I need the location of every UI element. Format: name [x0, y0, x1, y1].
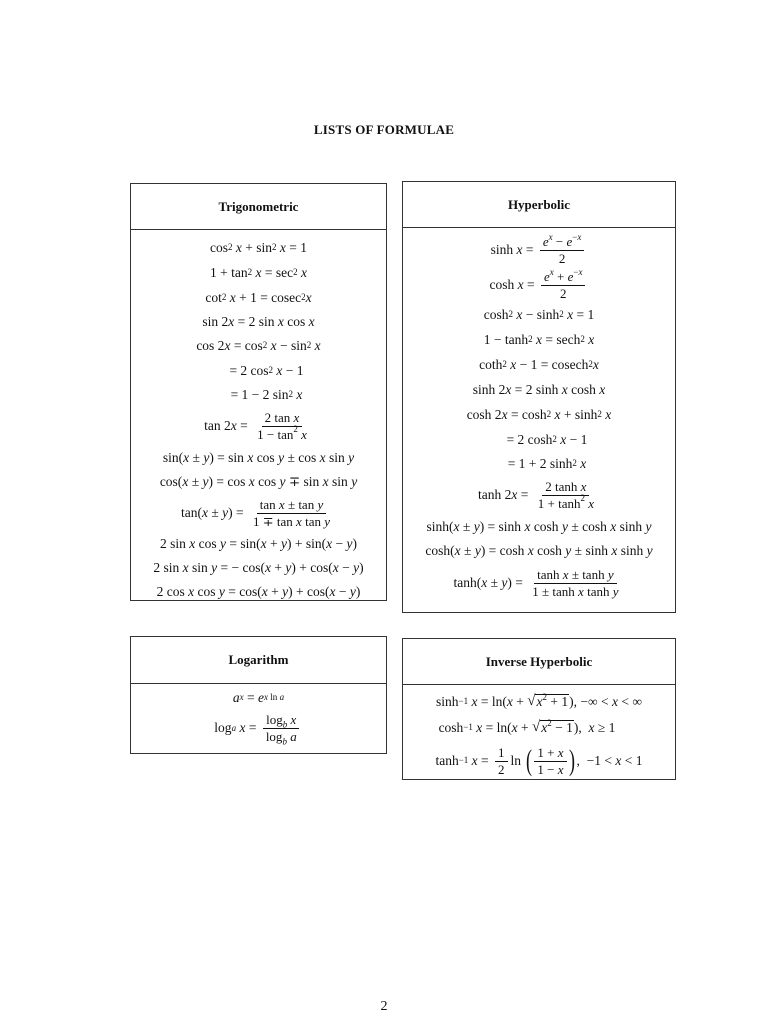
formula: tanh( x ± y ) = $\frac{\text{tanh x ± tanh y}}{\text{1 ± tanh x tanh y}}$	[453, 566, 619, 599]
logarithm-heading: Logarithm	[131, 637, 386, 684]
formula: 2 sin x cos y = sin( x + y ) + sin( x − y )	[160, 536, 357, 552]
formula: sinh( x ± y ) = sinh x cosh y ± cosh x sinh y	[426, 518, 652, 534]
formula: = 1 − 2 sin $^2$ x	[230, 387, 303, 403]
formula: cosh $^2$ x − sinh $^2$ x = 1	[483, 306, 595, 322]
hyperbolic-box	[402, 181, 676, 613]
formula: cosh 2 x = cosh $^2$ x + sinh $^2$ x	[466, 406, 612, 422]
formula: sinh x = $\frac{e^x - e^{-x}}{2}$	[491, 232, 588, 268]
page-number: 2	[380, 999, 388, 1014]
formula: cosh x = $\frac{e^x + e^{-x}}{2}$	[490, 268, 589, 302]
formula: cot $^2$ x + 1 = cosec $^2$ x	[205, 289, 312, 305]
hyperbolic-heading: Hyperbolic	[403, 182, 675, 228]
formula: = 1 + 2 sinh $^2$ x	[507, 456, 587, 472]
logarithm-box	[130, 636, 387, 754]
trigonometric-heading: Trigonometric	[131, 184, 386, 230]
formula: 1 + tan $^2$ x = sec $^2$ x	[210, 264, 307, 280]
formula: sin 2 x = 2 sin x cos x	[202, 314, 315, 330]
trigonometric-box	[130, 183, 387, 601]
formula: 2 sin x sin y = − cos( x + y ) + cos( x − y )	[153, 560, 364, 576]
formula: cos $^2$ x + sin $^2$ x = 1	[210, 239, 307, 255]
formula: log a x = $\frac{\log_b x}{\log_b a}$	[214, 709, 302, 747]
formula: cos 2 x = cos $^2$ x − sin $^2$ x	[196, 338, 321, 354]
formula: sinh $^{-1}$ x = ln( x + √ $x^2 + 1$ ), −∞ < x < ∞	[436, 691, 642, 710]
formula: a $^x$ = e $^{x ln a}$	[232, 690, 285, 706]
formula: tanh $^{-1}$ x = $\frac{1}{2}$ ln ( $\frac{1 + x}{1 - x}$ ) , −1 < x < 1	[435, 744, 643, 777]
formula: tan( x ± y ) = $\frac{\text{tan x ± tan y}}{\text{1 ∓ tan x tan y}}$	[180, 496, 330, 529]
formula: = 2 cosh $^2$ x − 1	[506, 431, 588, 447]
formula: 2 cos x cos y = cos( x + y ) + cos( x − y )	[156, 584, 361, 600]
formula: sin( x ± y ) = sin x cos y ± cos x sin y	[162, 449, 355, 465]
formula: cosh $^{-1}$ x = ln( x + √ $x^2 - 1$ ), x ≥ 1	[438, 717, 616, 736]
formula: cosh( x ± y ) = cosh x cosh y ± sinh x sinh y	[425, 543, 653, 559]
formula: 1 − tanh $^2$ x = sech $^2$ x	[483, 331, 595, 347]
formula: sinh 2 x = 2 sinh x cosh x	[472, 381, 606, 397]
formula: = 2 cos $^2$ x − 1	[229, 362, 304, 378]
formula: coth $^2$ x − 1 = cosech $^2$ x	[479, 356, 599, 372]
page-title: LISTS OF FORMULAE	[313, 122, 455, 137]
inverse-hyperbolic-box	[402, 638, 676, 780]
formula: tanh 2 x = $\frac{\text{2 tanh x}}{1 + \tanh^2 x}$	[478, 478, 594, 511]
formula: cos( x ± y ) = cos x cos y ∓ sin x sin y	[159, 474, 358, 490]
formula: tan 2 x = $\frac{\text{2 tan x}}{1 - \tan^2 x}$	[204, 409, 307, 442]
inverse-hyperbolic-heading: Inverse Hyperbolic	[403, 639, 675, 685]
